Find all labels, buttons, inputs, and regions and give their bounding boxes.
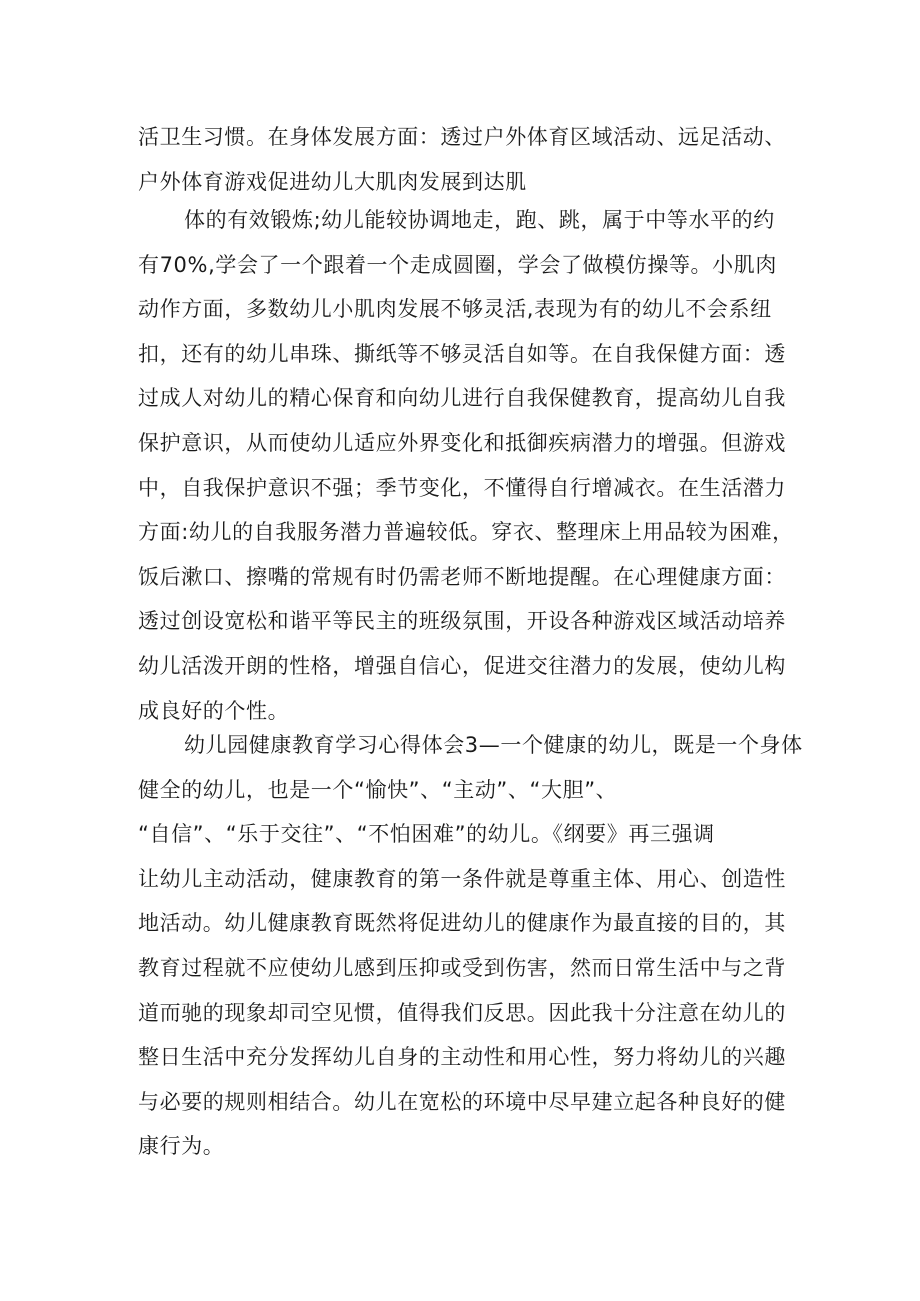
text-line: 方面:幼儿的自我服务潜力普遍较低。穿衣、整理床上用品较为困难，: [138, 520, 794, 545]
paragraph-3: [138, 723, 808, 1169]
text-line: 透过创设宽松和谐平等民主的班级氛围，开设各种游戏区域活动培养: [138, 609, 786, 634]
text-line: 饭后漱口、擦嘴的常规有时仍需老师不断地提醒。在心理健康方面：: [138, 564, 786, 589]
text-line: 康行为。: [138, 1134, 225, 1159]
text-line: 幼儿活泼开朗的性格，增强自信心，促进交往潜力的发展，使幼儿构: [138, 653, 786, 678]
text-line: 户外体育游戏促进幼儿大肌肉发展到达肌: [138, 169, 527, 194]
text-line: 健全的幼儿，也是一个“愉快”、“主动”、“大胆”、: [138, 777, 618, 802]
text-line: 过成人对幼儿的精心保育和向幼儿进行自我保健教育，提高幼儿自我: [138, 386, 786, 411]
text-line: 有70%,学会了一个跟着一个走成圆圈，学会了做模仿操等。小肌肉: [138, 252, 777, 277]
text-line: 地活动。幼儿健康教育既然将促进幼儿的健康作为最直接的目的，其: [138, 911, 786, 936]
text-line: 整日生活中充分发挥幼儿自身的主动性和用心性，努力将幼儿的兴趣: [138, 1045, 786, 1070]
text-line: 与必要的规则相结合。幼儿在宽松的环境中尽早建立起各种良好的健: [138, 1089, 786, 1114]
text-line: 动作方面，多数幼儿小肌肉发展不够灵活,表现为有的幼儿不会系纽: [138, 297, 772, 322]
text-line: 扣，还有的幼儿串珠、撕纸等不够灵活自如等。在自我保健方面：透: [138, 341, 786, 366]
text-line: “自信”、“乐于交往”、“不怕困难”的幼儿。《纲要》再三强调: [138, 822, 715, 847]
paragraph-1: [138, 115, 808, 204]
text-line: 幼儿园健康教育学习心得体会3—一个健康的幼儿，既是一个身体: [184, 733, 803, 757]
text-line: 让幼儿主动活动，健康教育的第一条件就是尊重主体、用心、创造性: [138, 866, 786, 891]
paragraph-2: [138, 198, 808, 733]
text-line: 活卫生习惯。在身体发展方面：透过户外体育区域活动、远足活动、: [138, 125, 786, 149]
text-line: 成良好的个性。: [138, 698, 290, 723]
text-line: 中，自我保护意识不强；季节变化，不懂得自行增减衣。在生活潜力: [138, 475, 786, 500]
text-line: 保护意识，从而使幼儿适应外界变化和抵御疾病潜力的增强。但游戏: [138, 430, 786, 455]
text-line: 道而驰的现象却司空见惯，值得我们反思。因此我十分注意在幼儿的: [138, 1000, 786, 1025]
text-line: 体的有效锻炼;幼儿能较协调地走，跑、跳，属于中等水平的约: [184, 208, 775, 232]
text-line: 教育过程就不应使幼儿感到压抑或受到伤害，然而日常生活中与之背: [138, 955, 786, 980]
